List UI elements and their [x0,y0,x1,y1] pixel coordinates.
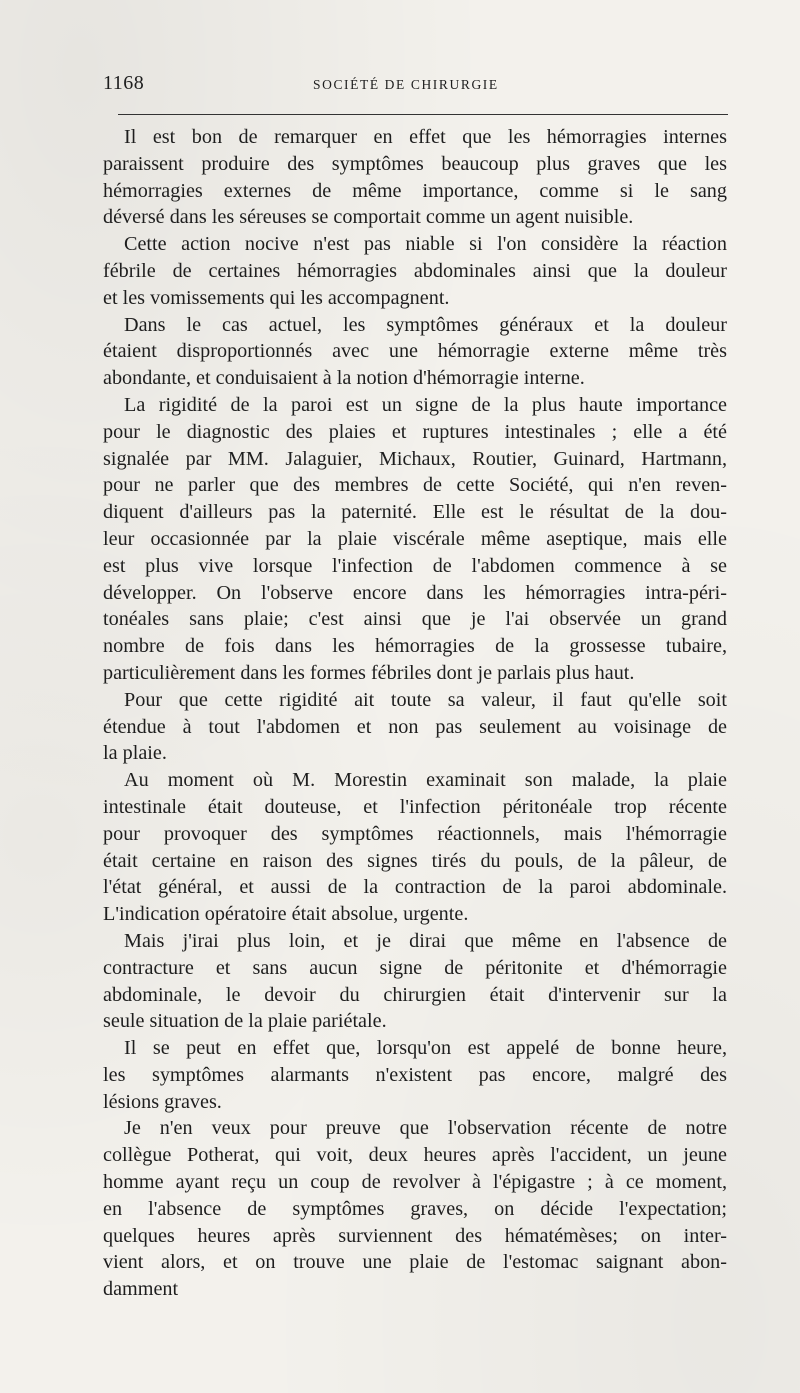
text-line: la plaie. [103,742,167,765]
text-line: et les vomissements qui les accompagnent. [103,286,450,309]
text-line: intestinale était douteuse, et l'infection péritonéale trop récente [103,795,727,818]
text-line: étaient disproportionnés avec une hémorragie externe même très [103,340,727,363]
text-line: est plus vive lorsque l'infection de l'abdomen commence à se [103,554,727,577]
text-line: signalée par MM. Jalaguier, Michaux, Routier, Guinard, Hartmann, [103,447,727,470]
text-line: diquent d'ailleurs pas la paternité. Elle est le résultat de la dou- [103,501,727,524]
text-line: contracture et sans aucun signe de péritonite et d'hémorragie [103,956,727,979]
text-line: abdominale, le devoir du chirurgien était d'intervenir sur la [103,983,727,1006]
text-line: Au moment où M. Morestin examinait son malade, la plaie [124,769,727,792]
paragraph [103,1115,727,1303]
text-line: les symptômes alarmants n'existent pas encore, malgré des [103,1063,727,1086]
text-line: pour le diagnostic des plaies et ruptures intestinales ; elle a été [103,420,727,443]
text-line: nombre de fois dans les hémorragies de la grossesse tubaire, [103,635,727,658]
text-line: leur occasionnée par la plaie viscérale même aseptique, mais elle [103,527,727,550]
paragraph [103,687,727,767]
page-number: 1168 [103,72,145,94]
text-line: vient alors, et on trouve une plaie de l'estomac saignant abon- [103,1251,727,1274]
header-rule [118,114,728,115]
text-line: développer. On l'observe encore dans les hémorragies intra-péri- [103,581,727,604]
paragraph [103,928,727,1035]
text-line: homme ayant reçu un coup de revolver à l'épigastre ; à ce moment, [103,1171,727,1194]
body-text [103,124,727,1303]
text-line: pour provoquer des symptômes réactionnels, mais l'hémorragie [103,822,727,845]
text-line: hémorragies externes de même importance, comme si le sang [103,179,727,202]
text-line: quelques heures après surviennent des hématémèses; on inter- [103,1224,727,1247]
paragraph [103,392,727,687]
text-line: seule situation de la plaie pariétale. [103,1010,387,1033]
text-line: en l'absence de symptômes graves, on décide l'expectation; [103,1197,727,1220]
paragraph [103,1035,727,1115]
text-line: Pour que cette rigidité ait toute sa valeur, il faut qu'elle soit [124,688,727,711]
paragraph [103,312,727,392]
text-line: Cette action nocive n'est pas niable si l'on considère la réaction [124,233,727,256]
text-line: tonéales sans plaie; c'est ainsi que je l'ai observée un grand [103,608,727,631]
text-line: l'état général, et aussi de la contraction de la paroi abdominale. [103,876,727,899]
paragraph [103,767,727,928]
text-line: était certaine en raison des signes tirés du pouls, de la pâleur, de [103,849,727,872]
text-line: Mais j'irai plus loin, et je dirai que même en l'absence de [124,929,727,952]
text-line: fébrile de certaines hémorragies abdominales ainsi que la douleur [103,259,727,282]
text-line: Je n'en veux pour preuve que l'observation récente de notre [124,1117,727,1140]
text-line: abondante, et conduisaient à la notion d'hémorragie interne. [103,367,585,390]
text-line: damment [103,1278,179,1301]
text-line: paraissent produire des symptômes beaucoup plus graves que les [103,152,727,175]
paragraph [103,124,727,231]
text-line: Il se peut en effet que, lorsqu'on est appelé de bonne heure, [124,1037,727,1060]
paragraph [103,231,727,311]
text-line: Dans le cas actuel, les symptômes généraux et la douleur [124,313,727,336]
text-line: L'indication opératoire était absolue, urgente. [103,903,469,926]
text-line: Il est bon de remarquer en effet que les hémorragies internes [124,126,727,148]
running-head [103,72,723,98]
text-line: lésions graves. [103,1090,222,1113]
text-line: pour ne parler que des membres de cette Société, qui n'en reven- [103,474,727,497]
text-line: déversé dans les séreuses se comportait comme un agent nuisible. [103,206,634,229]
text-line: collègue Potherat, qui voit, deux heures après l'accident, un jeune [103,1144,727,1167]
text-line: particulièrement dans les formes fébriles dont je parlais plus haut. [103,661,635,684]
journal-title: SOCIÉTÉ DE CHIRURGIE [313,77,499,92]
text-line: étendue à tout l'abdomen et non pas seulement au voisinage de [103,715,727,738]
text-line: La rigidité de la paroi est un signe de la plus haute importance [124,393,727,416]
